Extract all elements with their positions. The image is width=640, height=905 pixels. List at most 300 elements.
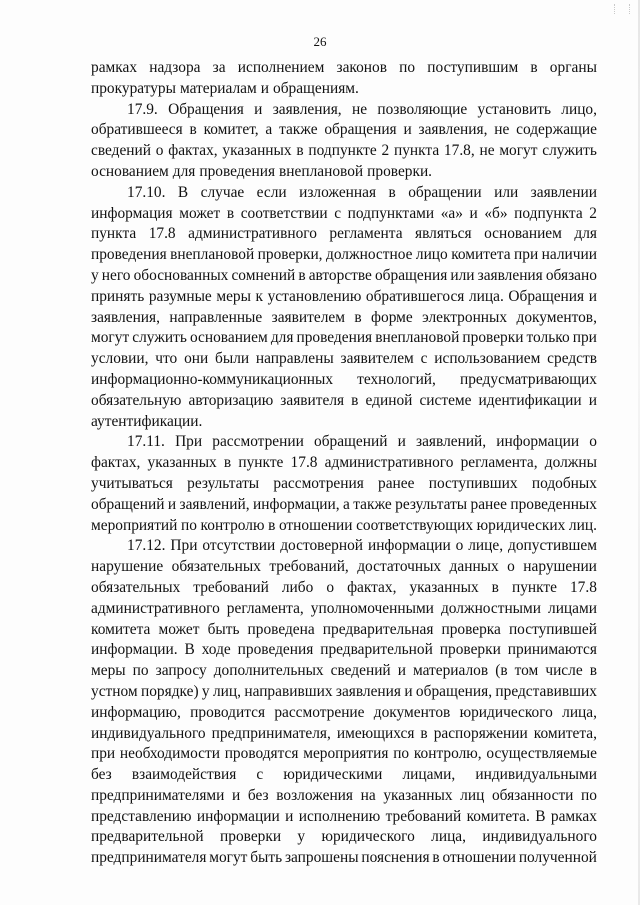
- word: при: [514, 246, 539, 264]
- text-line: [91, 453, 597, 474]
- word: порядке): [140, 682, 199, 700]
- word: по: [399, 59, 416, 76]
- word: 17.8: [290, 454, 318, 472]
- word: предпринимателя,: [211, 724, 331, 742]
- word: должны: [544, 454, 597, 472]
- word: лицами,: [402, 766, 456, 784]
- word: соответствующих: [356, 516, 474, 534]
- word: контролю,: [413, 745, 482, 763]
- word: информации,: [253, 495, 340, 513]
- word: Обращения: [168, 100, 244, 118]
- word: у: [201, 682, 210, 700]
- word: могут: [499, 142, 538, 160]
- word: внеплановой: [170, 246, 255, 264]
- word: проведения: [91, 246, 167, 264]
- word: сведений: [91, 142, 152, 160]
- text-line: [91, 724, 597, 745]
- word: с: [256, 766, 264, 784]
- word: указанных: [409, 578, 479, 596]
- word: электронных: [422, 308, 508, 326]
- word: 2: [381, 142, 390, 160]
- word: случае: [200, 183, 245, 201]
- word: могут: [209, 849, 248, 867]
- word: предварительная: [322, 620, 434, 638]
- word: лица.: [468, 287, 504, 305]
- word: проведения: [199, 162, 276, 180]
- word: и: [403, 121, 412, 139]
- text-line: [91, 120, 597, 141]
- word: обязанности: [491, 786, 574, 804]
- word: представлению: [91, 807, 192, 825]
- word: заявителем: [271, 308, 345, 326]
- word: В: [177, 183, 189, 201]
- word: информации: [196, 807, 280, 825]
- word: подпункта: [514, 204, 583, 222]
- word: обращений: [91, 495, 165, 513]
- word: указанных: [383, 786, 453, 804]
- word: проведения: [296, 329, 373, 347]
- text-line: [91, 266, 597, 287]
- text-line: [91, 370, 597, 391]
- word: по: [581, 786, 597, 804]
- word: юридическими: [283, 766, 383, 784]
- word: и: [254, 100, 263, 118]
- word: поступившим: [427, 59, 519, 76]
- word: единой: [365, 391, 413, 409]
- text-line: [91, 58, 597, 79]
- word: в: [388, 183, 396, 201]
- word: при: [572, 329, 597, 347]
- word: проверки,: [257, 246, 323, 264]
- word: и: [404, 682, 413, 700]
- word: или: [494, 183, 519, 201]
- word: о: [326, 578, 335, 596]
- word: пункта: [393, 142, 440, 160]
- word: отсутствии: [202, 537, 276, 555]
- word: также: [353, 495, 392, 513]
- word: авторстве: [308, 266, 372, 284]
- word: направлены: [255, 350, 334, 368]
- word: учитываться: [91, 474, 173, 492]
- word: идентификации: [478, 391, 582, 409]
- word: может: [179, 204, 221, 222]
- word: сведений: [330, 662, 391, 680]
- word: обращения: [374, 266, 448, 284]
- text-line: [91, 557, 597, 578]
- word: административного: [324, 454, 454, 472]
- word: заявлений,: [179, 495, 250, 513]
- text-line: [91, 578, 597, 599]
- word: с: [334, 204, 342, 222]
- word: на: [360, 786, 376, 804]
- word: заявлений,: [416, 433, 487, 451]
- word: лица,: [562, 703, 597, 721]
- text-line: [91, 765, 597, 786]
- word: позволяющие: [377, 100, 468, 118]
- word: юридического: [459, 703, 553, 721]
- word: подпункте: [308, 142, 377, 160]
- word: являться: [415, 225, 472, 243]
- word: в: [351, 391, 359, 409]
- word: документов: [373, 703, 451, 721]
- word: 17.11.: [127, 433, 165, 451]
- word: 17.10.: [127, 183, 166, 201]
- word: подпунктами: [347, 204, 435, 222]
- word: с: [420, 350, 428, 368]
- word: заявления,: [272, 100, 342, 118]
- word: системе: [419, 391, 472, 409]
- word: рамках: [91, 59, 138, 76]
- word: регламента: [329, 225, 403, 243]
- word: проверки.: [367, 162, 433, 180]
- word: необходимости: [119, 745, 220, 763]
- word: лицами: [548, 599, 597, 617]
- word: к: [255, 287, 263, 305]
- word: соответствии: [240, 204, 328, 222]
- word: принять: [91, 287, 145, 305]
- word: технологий,: [357, 370, 436, 388]
- word: по: [181, 516, 197, 534]
- word: изложенная: [299, 183, 377, 201]
- word: результаты: [187, 474, 260, 492]
- word: направленные: [169, 308, 263, 326]
- text-line: [91, 516, 597, 537]
- word: а: [343, 495, 350, 513]
- word: меры: [91, 662, 126, 680]
- word: предварительной: [320, 641, 433, 659]
- word: для: [270, 329, 294, 347]
- word: комитет,: [203, 121, 259, 139]
- word: могут: [91, 329, 130, 347]
- word: форме: [371, 308, 413, 326]
- word: информация: [91, 204, 173, 222]
- word: не: [494, 121, 510, 139]
- word: том: [514, 662, 539, 680]
- word: требований: [385, 807, 462, 825]
- word: контролю: [200, 516, 265, 534]
- text-line: [91, 224, 597, 245]
- word: аутентификации.: [91, 412, 203, 430]
- word: фактах,: [347, 578, 397, 596]
- word: регламента,: [226, 599, 304, 617]
- body-text: [91, 58, 597, 869]
- word: лицо: [415, 246, 448, 264]
- word: заявления: [477, 266, 543, 284]
- word: обращении: [408, 183, 482, 201]
- word: устном: [91, 682, 138, 700]
- word: в: [432, 849, 440, 867]
- word: проведения: [237, 641, 314, 659]
- text-line: [91, 474, 597, 495]
- word: административного: [188, 225, 317, 243]
- text-line: [91, 807, 597, 828]
- word: проведенных: [510, 495, 597, 513]
- word: уполномоченными: [310, 599, 434, 617]
- text-line: [91, 349, 597, 370]
- word: имеющихся: [336, 724, 415, 742]
- word: рассмотрении: [212, 433, 304, 451]
- word: поступивших: [428, 474, 518, 492]
- word: фактах,: [168, 142, 218, 160]
- word: «б»: [484, 204, 508, 222]
- word: содержащие: [516, 121, 597, 139]
- text-line: [91, 682, 597, 703]
- word: пояснения: [361, 849, 430, 867]
- word: использованием: [434, 350, 541, 368]
- word: в: [223, 454, 232, 472]
- word: внеплановой: [375, 329, 460, 347]
- word: основанием: [189, 329, 268, 347]
- word: разумные: [148, 287, 212, 305]
- word: они: [184, 350, 209, 368]
- text-line: [91, 287, 597, 308]
- word: отношении: [278, 516, 353, 534]
- word: в: [298, 266, 306, 284]
- word: подобных: [531, 474, 597, 492]
- word: обоснованных: [133, 266, 229, 284]
- word: проверки: [439, 641, 501, 659]
- word: обращения,: [415, 682, 493, 700]
- word: при: [91, 745, 116, 763]
- word: и: [469, 204, 478, 222]
- word: что: [155, 350, 178, 368]
- word: рассмотрение: [274, 703, 365, 721]
- word: заявителем: [340, 350, 414, 368]
- word: 17.8: [148, 225, 176, 243]
- word: полученной: [518, 849, 597, 867]
- text-line: [91, 391, 597, 412]
- word: сомнений: [231, 266, 296, 284]
- word: если: [256, 183, 287, 201]
- word: только: [526, 329, 570, 347]
- word: или: [450, 266, 475, 284]
- word: быть: [250, 849, 283, 867]
- word: установить: [477, 100, 551, 118]
- word: о: [507, 558, 515, 576]
- word: фактах,: [91, 454, 141, 472]
- word: в: [226, 204, 235, 222]
- word: о: [455, 537, 464, 555]
- word: комитета: [91, 620, 151, 638]
- word: административного: [91, 599, 220, 617]
- word: комитета,: [533, 724, 597, 742]
- word: юридических: [476, 516, 566, 534]
- word: ранее: [378, 474, 415, 492]
- word: не: [479, 142, 495, 160]
- word: внеплановой: [279, 162, 364, 180]
- word: проверка: [441, 620, 501, 638]
- word: и: [260, 79, 269, 97]
- word: допустившем: [508, 537, 597, 555]
- word: без: [247, 786, 269, 804]
- text-line: [91, 495, 597, 516]
- word: При: [170, 537, 198, 555]
- word: индивидуальными: [475, 766, 597, 784]
- word: пункте: [238, 454, 284, 472]
- word: представивших: [495, 682, 597, 700]
- word: не: [351, 100, 368, 118]
- word: предварительной: [91, 828, 204, 846]
- word: мероприятия: [303, 745, 389, 763]
- word: служить: [542, 142, 597, 160]
- word: материалам: [179, 79, 257, 97]
- word: в: [491, 578, 499, 596]
- word: результаты: [395, 495, 468, 513]
- word: в: [268, 516, 276, 534]
- word: в: [354, 308, 362, 326]
- text-line: [91, 412, 597, 433]
- word: в: [296, 142, 304, 160]
- word: законов: [336, 59, 388, 76]
- word: установлению: [267, 287, 362, 305]
- word: обратившегося: [365, 287, 465, 305]
- word: условии,: [91, 350, 149, 368]
- word: информацию,: [91, 703, 181, 721]
- scan-mark: [614, 4, 630, 14]
- word: лице,: [468, 537, 504, 555]
- word: рассмотрения: [273, 474, 364, 492]
- word: (в: [495, 662, 508, 680]
- word: комитета.: [466, 807, 530, 825]
- word: лиц,: [212, 682, 241, 700]
- text-line: [91, 245, 597, 266]
- word: материалов: [412, 662, 489, 680]
- word: поступившей: [508, 620, 597, 638]
- word: исполнением: [237, 59, 325, 76]
- word: проверки: [462, 329, 524, 347]
- word: рамках: [550, 807, 597, 825]
- word: обязательную: [91, 391, 182, 409]
- word: юридического: [321, 828, 415, 846]
- text-line: [91, 703, 597, 724]
- word: и: [588, 391, 597, 409]
- word: информации: [496, 433, 580, 451]
- text-line: [91, 620, 597, 641]
- word: мероприятий: [91, 516, 178, 534]
- word: заявления,: [91, 308, 160, 326]
- word: указанных: [222, 142, 292, 160]
- word: индивидуального: [482, 828, 597, 846]
- word: ходе: [201, 641, 231, 659]
- word: достоверной: [280, 537, 364, 555]
- word: прокуратуры: [91, 79, 176, 97]
- word: требований,: [269, 558, 349, 576]
- word: заявлении: [530, 183, 597, 201]
- word: наличии: [541, 246, 597, 264]
- word: При: [175, 433, 203, 451]
- word: индивидуального: [91, 724, 206, 742]
- word: информации: [367, 537, 451, 555]
- text-line: [91, 328, 597, 349]
- word: также: [279, 121, 318, 139]
- word: проводится: [190, 703, 266, 721]
- text-line: [91, 640, 597, 661]
- word: основанием: [484, 225, 562, 243]
- word: распоряжении: [433, 724, 528, 742]
- text-line: [91, 827, 597, 848]
- word: обращениям.: [273, 79, 359, 97]
- word: и: [285, 807, 294, 825]
- word: обязательных: [171, 558, 261, 576]
- page-number: 26: [313, 34, 327, 49]
- word: обращения: [324, 121, 397, 139]
- word: заявителя: [280, 391, 345, 409]
- word: «а»: [440, 204, 463, 222]
- word: основанием: [91, 162, 169, 180]
- word: предпринимателя: [91, 849, 207, 867]
- word: запросу: [155, 662, 207, 680]
- word: за: [212, 59, 226, 76]
- word: данных: [449, 558, 499, 576]
- text-line: [91, 183, 597, 204]
- word: принимаются: [507, 641, 597, 659]
- word: нарушение: [91, 558, 164, 576]
- word: взаимодействия: [131, 766, 237, 784]
- word: о: [589, 433, 597, 451]
- word: пункте: [511, 578, 557, 596]
- word: были: [215, 350, 250, 368]
- word: проводятся: [224, 745, 299, 763]
- word: 17.9.: [127, 100, 158, 118]
- word: в: [420, 724, 428, 742]
- word: должностными: [440, 599, 541, 617]
- word: проведена: [247, 620, 315, 638]
- word: требований: [193, 578, 269, 596]
- word: о: [155, 142, 164, 160]
- word: Обращения: [508, 287, 585, 305]
- word: в: [589, 662, 597, 680]
- word: обратившееся: [91, 121, 183, 139]
- word: и: [397, 662, 406, 680]
- word: документов,: [516, 308, 597, 326]
- word: 2: [589, 204, 597, 222]
- word: либо: [281, 578, 314, 596]
- word: без: [91, 766, 112, 784]
- word: возложения: [276, 786, 353, 804]
- word: предусматривающих: [459, 370, 597, 388]
- word: по: [393, 745, 410, 763]
- word: а: [265, 121, 273, 139]
- word: лиц.: [568, 516, 597, 534]
- word: направивших: [244, 682, 333, 700]
- word: отношении: [442, 849, 516, 867]
- word: комитета: [451, 246, 511, 264]
- word: надзора: [149, 59, 201, 76]
- word: предпринимателями: [91, 786, 225, 804]
- word: и: [167, 495, 177, 513]
- text-line: [91, 204, 597, 225]
- word: проверки: [220, 828, 282, 846]
- text-line: [91, 100, 597, 121]
- word: у: [297, 828, 306, 846]
- text-line: [91, 308, 597, 329]
- text-line: [91, 79, 597, 100]
- word: и: [232, 786, 241, 804]
- word: заявления,: [418, 121, 488, 139]
- word: должностное: [325, 246, 413, 264]
- word: обращений: [314, 433, 388, 451]
- word: в: [189, 121, 197, 139]
- word: ранее: [470, 495, 507, 513]
- word: для: [574, 225, 597, 243]
- word: авторизацию: [188, 391, 274, 409]
- text-line: [91, 141, 597, 162]
- text-line: [91, 432, 597, 453]
- word: информации.: [91, 641, 178, 659]
- word: быть: [207, 620, 240, 638]
- text-line: [91, 162, 597, 183]
- word: запрошены: [284, 849, 359, 867]
